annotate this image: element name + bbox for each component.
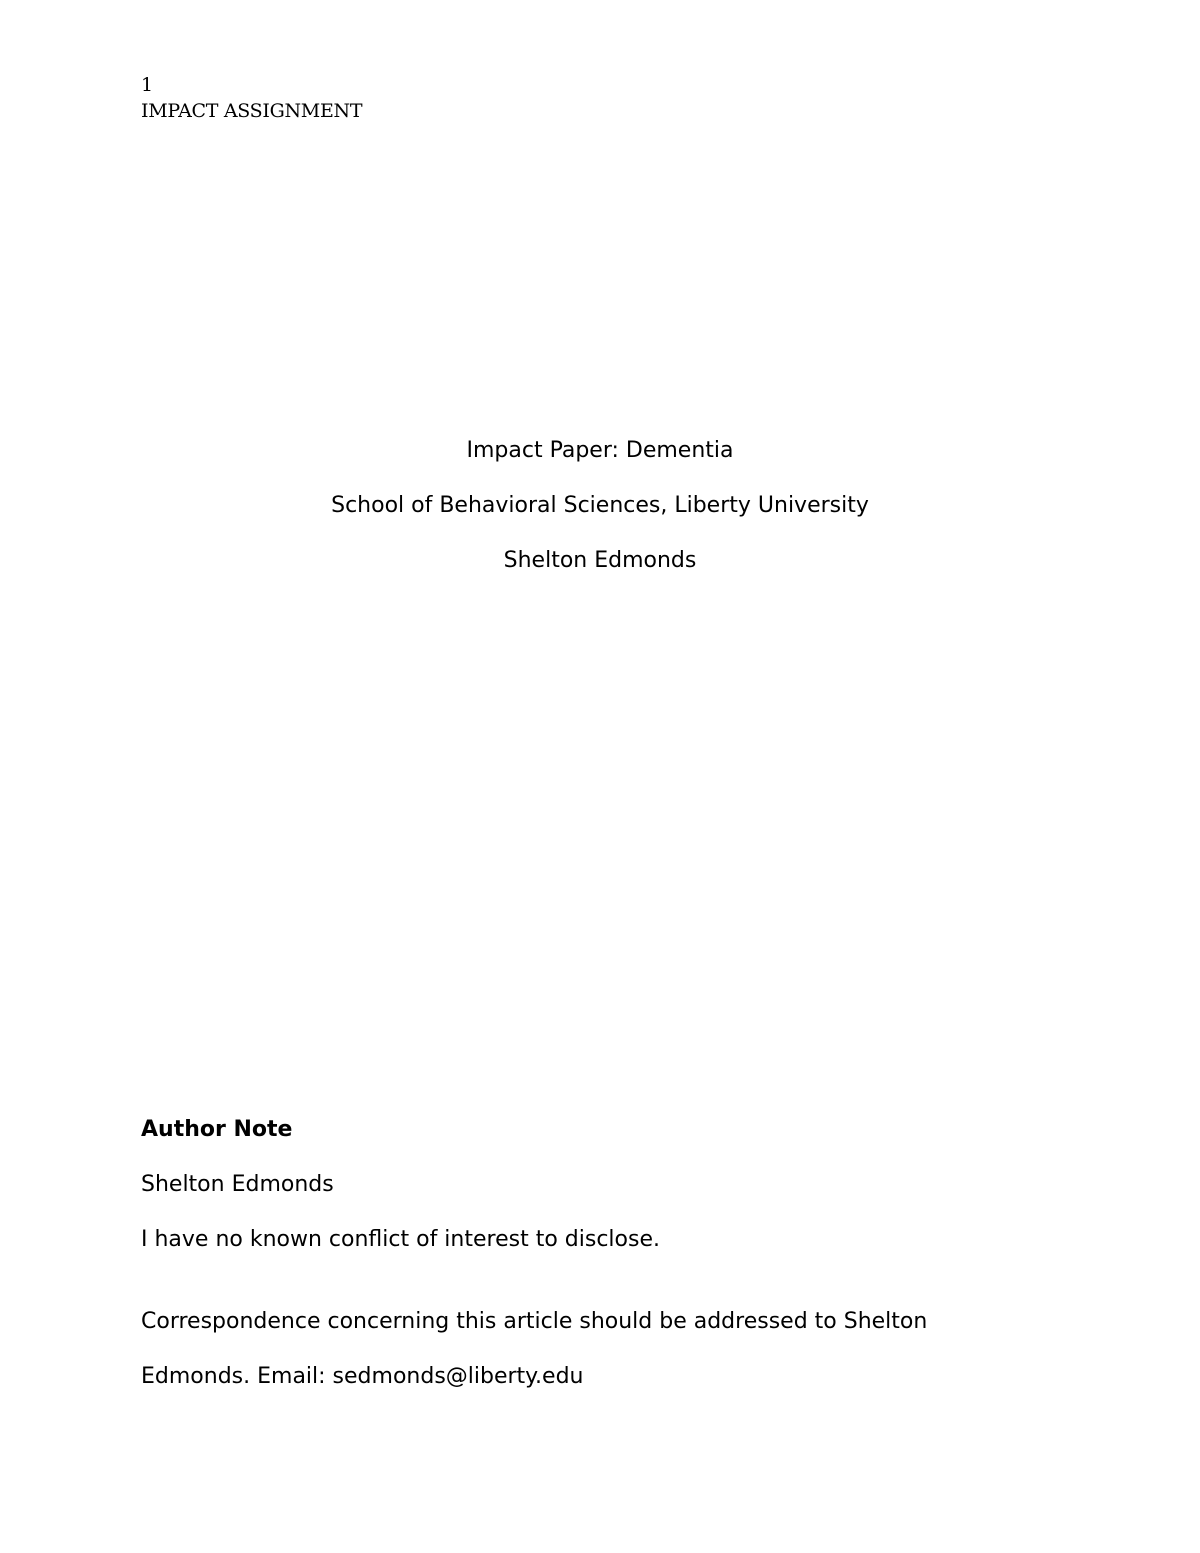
correspondence-line-2: Edmonds. Email: sedmonds@liberty.edu — [141, 1364, 584, 1389]
running-head: IMPACT ASSIGNMENT — [141, 100, 363, 122]
page-header — [141, 72, 362, 124]
affiliation: School of Behavioral Sciences, Liberty University — [331, 493, 869, 518]
page-number: 1 — [141, 74, 153, 96]
author-note-heading: Author Note — [141, 1117, 293, 1142]
correspondence-line-1: Correspondence concerning this article should be addressed to Shelton — [141, 1309, 928, 1334]
author-note-name: Shelton Edmonds — [141, 1172, 334, 1197]
author-name: Shelton Edmonds — [503, 548, 697, 573]
paper-title: Impact Paper: Dementia — [466, 438, 734, 463]
conflict-statement: I have no known conflict of interest to disclose. — [141, 1227, 660, 1252]
